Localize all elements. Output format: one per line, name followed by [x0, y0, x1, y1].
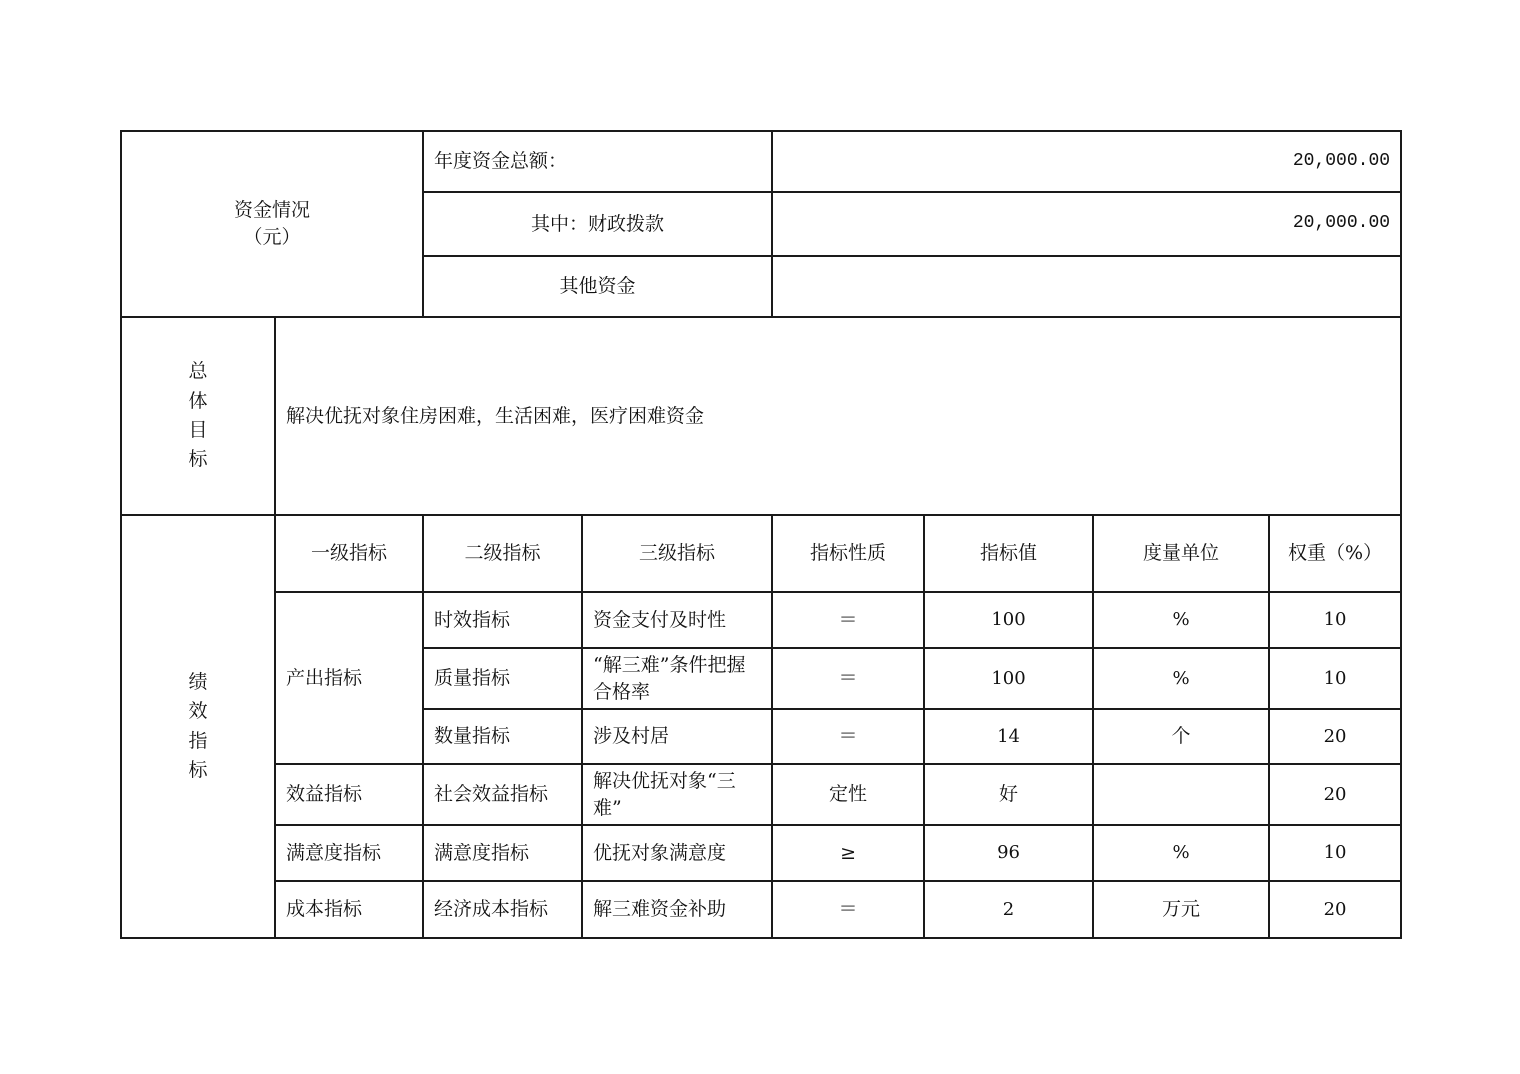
- weight-cell: 10: [1269, 592, 1401, 648]
- annual-total-label: 年度资金总额：: [423, 131, 772, 192]
- nature-cell: 定性: [772, 764, 924, 825]
- header-value: 指标值: [924, 515, 1093, 592]
- unit-cell: %: [1093, 592, 1269, 648]
- table-row: [121, 592, 1401, 648]
- unit-cell: 万元: [1093, 881, 1269, 938]
- header-weight: 权重（%）: [1269, 515, 1401, 592]
- funding-label-line1: 资金情况: [234, 199, 311, 222]
- nature-cell: ＝: [772, 709, 924, 764]
- level3-cell: 优抚对象满意度: [582, 825, 772, 881]
- nature-cell: ≥: [772, 825, 924, 881]
- weight-cell: 10: [1269, 648, 1401, 709]
- level3-cell: 解三难资金补助: [582, 881, 772, 938]
- header-unit: 度量单位: [1093, 515, 1269, 592]
- nature-cell: ＝: [772, 881, 924, 938]
- level2-cell: 社会效益指标: [423, 764, 582, 825]
- overall-goal-label-text: 总体目标: [188, 360, 208, 471]
- unit-cell: 个: [1093, 709, 1269, 764]
- level3-cell: “解三难”条件把握合格率: [582, 648, 772, 709]
- funding-label-unit: （元）: [243, 226, 301, 248]
- table-row: [121, 764, 1401, 825]
- performance-target-table: [120, 130, 1402, 939]
- level3-cell: 资金支付及时性: [582, 592, 772, 648]
- weight-cell: 20: [1269, 881, 1401, 938]
- fiscal-allocation-value: 20,000.00: [772, 192, 1401, 256]
- level1-cell: 产出指标: [275, 592, 423, 764]
- unit-cell: [1093, 764, 1269, 825]
- value-cell: 2: [924, 881, 1093, 938]
- level2-cell: 质量指标: [423, 648, 582, 709]
- goal-row: [121, 317, 1401, 515]
- annual-total-value: 20,000.00: [772, 131, 1401, 192]
- weight-cell: 20: [1269, 764, 1401, 825]
- value-cell: 100: [924, 592, 1093, 648]
- indicator-header-row: [121, 515, 1401, 592]
- table-row: [121, 881, 1401, 938]
- unit-cell: %: [1093, 648, 1269, 709]
- weight-cell: 20: [1269, 709, 1401, 764]
- overall-goal-text: 解决优抚对象住房困难，生活困难，医疗困难资金: [275, 317, 1401, 515]
- header-level3: 三级指标: [582, 515, 772, 592]
- funding-row-total: [121, 131, 1401, 192]
- level1-cell: 效益指标: [275, 764, 423, 825]
- other-funds-label: 其他资金: [423, 256, 772, 317]
- level2-cell: 满意度指标: [423, 825, 582, 881]
- other-funds-value: [772, 256, 1401, 317]
- overall-goal-label: [121, 317, 275, 515]
- level2-cell: 数量指标: [423, 709, 582, 764]
- value-cell: 96: [924, 825, 1093, 881]
- performance-indicators-label-text: 绩效指标: [188, 670, 208, 781]
- performance-indicators-label: [121, 515, 275, 938]
- header-level1: 一级指标: [275, 515, 423, 592]
- table-row: [121, 825, 1401, 881]
- value-cell: 好: [924, 764, 1093, 825]
- value-cell: 14: [924, 709, 1093, 764]
- fiscal-allocation-label: 其中：财政拨款: [423, 192, 772, 256]
- unit-cell: %: [1093, 825, 1269, 881]
- level3-cell: 涉及村居: [582, 709, 772, 764]
- level1-cell: 成本指标: [275, 881, 423, 938]
- level3-cell: 解决优抚对象“三难”: [582, 764, 772, 825]
- funding-section-label: [121, 131, 423, 317]
- header-level2: 二级指标: [423, 515, 582, 592]
- value-cell: 100: [924, 648, 1093, 709]
- header-nature: 指标性质: [772, 515, 924, 592]
- level2-cell: 时效指标: [423, 592, 582, 648]
- nature-cell: ＝: [772, 648, 924, 709]
- level1-cell: 满意度指标: [275, 825, 423, 881]
- level2-cell: 经济成本指标: [423, 881, 582, 938]
- nature-cell: ＝: [772, 592, 924, 648]
- weight-cell: 10: [1269, 825, 1401, 881]
